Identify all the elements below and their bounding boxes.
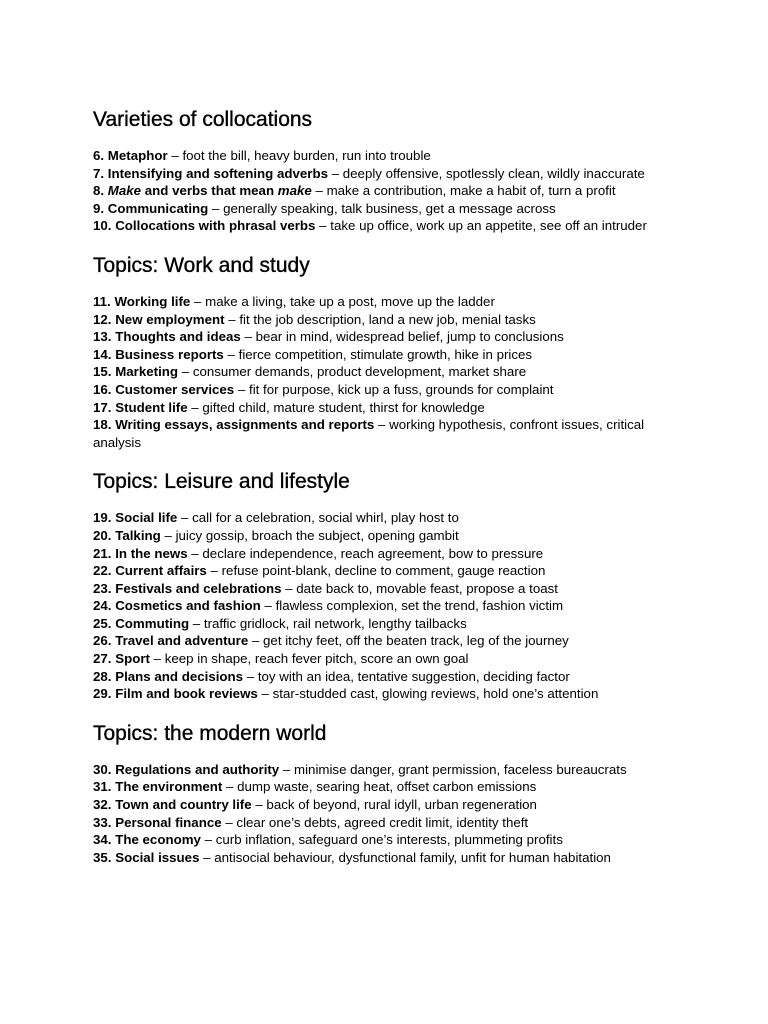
entry-separator: – bbox=[199, 849, 215, 865]
list-item bbox=[93, 527, 668, 545]
entry-number: 28. bbox=[93, 668, 112, 684]
entry-separator: – bbox=[234, 381, 249, 397]
section-spacer bbox=[93, 703, 668, 720]
entry-examples: get itchy feet, off the beaten track, leg of the journey bbox=[263, 633, 569, 649]
list-item bbox=[93, 509, 668, 527]
entry-separator: – bbox=[281, 580, 297, 596]
entry-separator: – bbox=[167, 148, 183, 163]
entry-title: Customer services bbox=[115, 381, 235, 397]
entry-title: Commuting bbox=[115, 615, 190, 631]
section-varieties-of-collocations bbox=[93, 106, 668, 235]
list-item bbox=[93, 293, 668, 311]
entry-title: Travel and adventure bbox=[115, 633, 249, 649]
list-item bbox=[93, 597, 668, 615]
entry-separator: – bbox=[200, 832, 216, 848]
entry-examples: gifted child, mature student, thirst for knowledge bbox=[202, 399, 485, 415]
list-item bbox=[93, 778, 668, 796]
entry-number: 16. bbox=[93, 381, 112, 397]
section-heading: Topics: Work and study bbox=[93, 253, 310, 277]
entry-examples: clear one’s debts, agreed credit limit, identity theft bbox=[236, 814, 529, 830]
entry-examples: date back to, movable feast, propose a toast bbox=[296, 580, 558, 596]
entry-title: Town and country life bbox=[115, 797, 252, 813]
entry-title: Cosmetics and fashion bbox=[115, 598, 261, 614]
entry-separator: – bbox=[190, 293, 206, 309]
entry-number: 29. bbox=[93, 686, 112, 702]
entry-examples: take up office, work up an appetite, see off an intruder bbox=[330, 218, 647, 234]
section-spacer bbox=[93, 235, 668, 252]
entry-number: 26. bbox=[93, 633, 112, 649]
entry-title: Writing essays, assignments and reports bbox=[115, 417, 375, 433]
entry-number: 13. bbox=[93, 329, 112, 345]
entry-number: 12. bbox=[93, 311, 112, 327]
section-topics-work-and-study bbox=[93, 252, 668, 451]
list-item bbox=[93, 200, 668, 218]
entry-examples: star-studded cast, glowing reviews, hold one’s attention bbox=[272, 686, 599, 702]
entry-separator: – bbox=[189, 615, 204, 631]
entry-number: 9. bbox=[93, 200, 105, 216]
entry-title: Communicating bbox=[107, 200, 209, 216]
list-item bbox=[93, 147, 668, 165]
entry-number: 20. bbox=[93, 527, 112, 543]
list-item bbox=[93, 399, 668, 417]
entry-number: 33. bbox=[93, 814, 112, 830]
entry-examples: deeply offensive, spotlessly clean, wildly inaccurate bbox=[342, 165, 645, 181]
list-item bbox=[93, 346, 668, 364]
section-heading: Topics: Leisure and lifestyle bbox=[93, 470, 350, 494]
entry-number: 17. bbox=[93, 399, 112, 415]
entry-title: Regulations and authority bbox=[115, 761, 280, 777]
list-item bbox=[93, 849, 668, 867]
entry-separator: – bbox=[257, 686, 273, 702]
list-item bbox=[93, 668, 668, 686]
entry-examples: foot the bill, heavy burden, run into trouble bbox=[182, 148, 431, 163]
entry-separator: – bbox=[279, 761, 295, 777]
entry-number: 6. bbox=[93, 148, 105, 163]
entry-number: 8. bbox=[93, 183, 105, 199]
list-item bbox=[93, 615, 668, 633]
entry-examples: working hypothesis, confront issues, critical analysis bbox=[93, 417, 645, 450]
entry-separator: – bbox=[315, 218, 331, 234]
entry-examples: toy with an idea, tentative suggestion, deciding factor bbox=[257, 668, 570, 684]
entry-title: Plans and decisions bbox=[115, 668, 244, 684]
entry-number: 22. bbox=[93, 563, 112, 579]
entry-number: 10. bbox=[93, 218, 112, 234]
entry-title-part: and verbs that mean bbox=[141, 183, 278, 199]
entry-title: Business reports bbox=[115, 346, 224, 362]
entry-examples: dump waste, searing heat, offset carbon emissions bbox=[237, 779, 537, 795]
entry-separator: – bbox=[251, 797, 267, 813]
entry-separator: – bbox=[187, 545, 203, 561]
entry-title: Thoughts and ideas bbox=[115, 329, 241, 345]
entry-examples: minimise danger, grant permission, faceless bureaucrats bbox=[294, 761, 627, 777]
entry-list bbox=[93, 293, 668, 451]
entry-separator: – bbox=[260, 598, 276, 614]
list-item bbox=[93, 796, 668, 814]
list-item bbox=[93, 685, 668, 703]
entry-examples: antisocial behaviour, dysfunctional family, unfit for human habitation bbox=[214, 849, 611, 865]
list-item bbox=[93, 761, 668, 779]
section-topics-the-modern-world bbox=[93, 720, 668, 867]
entry-title: Intensifying and softening adverbs bbox=[107, 165, 328, 181]
entry-number: 18. bbox=[93, 417, 112, 433]
entry-number: 21. bbox=[93, 545, 112, 561]
entry-number: 27. bbox=[93, 651, 112, 667]
list-item bbox=[93, 165, 668, 183]
entry-separator: – bbox=[222, 779, 238, 795]
entry-examples: refuse point-blank, decline to comment, gauge reaction bbox=[221, 563, 546, 579]
list-item bbox=[93, 632, 668, 650]
entry-examples: make a living, take up a post, move up the ladder bbox=[205, 293, 495, 309]
entry-title: Personal finance bbox=[115, 814, 222, 830]
entry-title bbox=[108, 183, 312, 198]
list-item bbox=[93, 545, 668, 563]
entry-number: 15. bbox=[93, 364, 112, 380]
entry-title: Talking bbox=[115, 527, 161, 543]
entry-separator: – bbox=[221, 814, 237, 830]
list-item bbox=[93, 416, 668, 451]
entry-list bbox=[93, 509, 668, 703]
list-item bbox=[93, 831, 668, 849]
entry-title: Metaphor bbox=[107, 148, 168, 163]
entry-separator: – bbox=[243, 668, 258, 684]
entry-title: Festivals and celebrations bbox=[115, 580, 282, 596]
entry-title: Student life bbox=[115, 399, 188, 415]
entry-separator: – bbox=[240, 329, 256, 345]
entry-examples: back of beyond, rural idyll, urban regeneration bbox=[266, 797, 537, 813]
entry-separator: – bbox=[311, 183, 327, 199]
section-heading: Varieties of collocations bbox=[93, 108, 313, 131]
entry-title: Social life bbox=[115, 510, 178, 526]
list-item bbox=[93, 381, 668, 399]
entry-examples: consumer demands, product development, market share bbox=[192, 364, 527, 380]
entry-title-part: make bbox=[277, 183, 312, 199]
entry-title: Working life bbox=[114, 293, 191, 309]
entry-list bbox=[93, 147, 668, 235]
section-spacer bbox=[93, 451, 668, 468]
entry-number: 24. bbox=[93, 598, 112, 614]
entry-number: 25. bbox=[93, 615, 112, 631]
entry-separator: – bbox=[374, 417, 390, 433]
entry-separator: – bbox=[223, 346, 239, 362]
entry-examples: fierce competition, stimulate growth, hike in prices bbox=[238, 346, 533, 362]
entry-examples: make a contribution, make a habit of, turn a profit bbox=[326, 183, 616, 199]
entry-title: Social issues bbox=[115, 849, 200, 865]
entry-title: Film and book reviews bbox=[115, 686, 258, 702]
list-item bbox=[93, 580, 668, 598]
entry-number: 35. bbox=[93, 849, 112, 865]
entry-number: 31. bbox=[93, 779, 112, 795]
entry-separator: – bbox=[187, 399, 203, 415]
entry-separator: – bbox=[206, 563, 222, 579]
entry-number: 11. bbox=[93, 293, 111, 309]
entry-separator: – bbox=[224, 311, 240, 327]
entry-number: 23. bbox=[93, 580, 112, 596]
entry-examples: traffic gridlock, rail network, lengthy tailbacks bbox=[203, 615, 467, 631]
entry-examples: keep in shape, reach fever pitch, score an own goal bbox=[164, 651, 469, 667]
section-heading: Topics: the modern world bbox=[93, 721, 327, 745]
entry-number: 19. bbox=[93, 510, 112, 526]
entry-title: Current affairs bbox=[115, 563, 207, 579]
entry-number: 32. bbox=[93, 797, 112, 813]
entry-title: The economy bbox=[115, 832, 201, 848]
list-item bbox=[93, 650, 668, 668]
entry-examples: bear in mind, widespread belief, jump to conclusions bbox=[255, 329, 564, 345]
list-item bbox=[93, 814, 668, 832]
entry-title: Marketing bbox=[115, 364, 179, 380]
entry-examples: curb inflation, safeguard one’s interests, plummeting profits bbox=[215, 832, 563, 848]
entry-number: 14. bbox=[93, 346, 112, 362]
section-topics-leisure-and-lifestyle bbox=[93, 468, 668, 703]
list-item bbox=[93, 328, 668, 346]
entry-separator: – bbox=[178, 364, 193, 380]
list-item bbox=[93, 311, 668, 329]
entry-examples: fit the job description, land a new job, menial tasks bbox=[239, 311, 536, 327]
entry-title-part: Make bbox=[107, 183, 142, 199]
entry-number: 7. bbox=[93, 165, 105, 181]
list-item bbox=[93, 562, 668, 580]
entry-number: 34. bbox=[93, 832, 112, 848]
entry-examples: juicy gossip, broach the subject, opening gambit bbox=[175, 527, 459, 543]
entry-title: Collocations with phrasal verbs bbox=[115, 218, 316, 234]
list-item bbox=[93, 363, 668, 381]
entry-separator: – bbox=[327, 165, 343, 181]
entry-title: Sport bbox=[115, 651, 150, 667]
document-page bbox=[93, 106, 668, 866]
list-item bbox=[93, 217, 668, 235]
entry-examples: call for a celebration, social whirl, play host to bbox=[192, 510, 459, 526]
entry-examples: flawless complexion, set the trend, fashion victim bbox=[275, 598, 564, 614]
entry-examples: fit for purpose, kick up a fuss, grounds for complaint bbox=[249, 381, 554, 397]
entry-examples: declare independence, reach agreement, bow to pressure bbox=[202, 545, 544, 561]
entry-separator: – bbox=[177, 510, 193, 526]
entry-separator: – bbox=[149, 651, 165, 667]
entry-separator: – bbox=[208, 200, 224, 216]
entry-list bbox=[93, 761, 668, 867]
entry-separator: – bbox=[248, 633, 264, 649]
list-item bbox=[93, 182, 668, 200]
entry-title: In the news bbox=[115, 545, 188, 561]
entry-title: New employment bbox=[115, 311, 225, 327]
entry-examples: generally speaking, talk business, get a message across bbox=[223, 200, 556, 216]
entry-number: 30. bbox=[93, 761, 112, 777]
entry-separator: – bbox=[160, 527, 176, 543]
entry-title: The environment bbox=[115, 779, 223, 795]
